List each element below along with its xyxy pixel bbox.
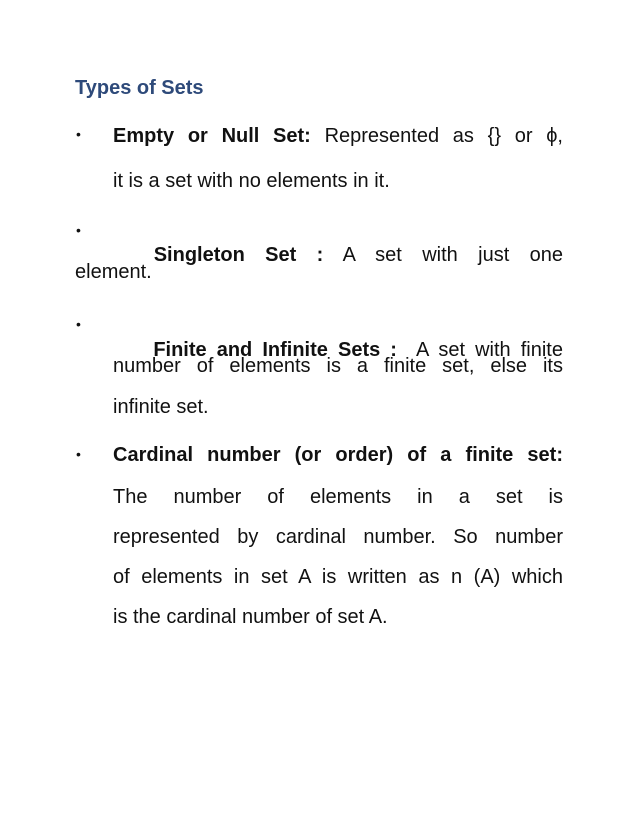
- bullet-icon: •: [76, 126, 81, 142]
- term-description: A set with finite: [396, 339, 563, 361]
- bullet-icon: •: [76, 446, 81, 462]
- list-item-line: The number of elements in a set is: [113, 486, 563, 508]
- term-label: Cardinal number (or order) of a finite set:: [113, 444, 563, 466]
- list-item-line: number of elements is a finite set, else its: [113, 355, 563, 377]
- list-item-line: of elements in set A is written as n (A) which: [113, 566, 563, 588]
- term-label: Finite and Infinite Sets :: [153, 339, 397, 361]
- term-label: Singleton Set :: [153, 244, 324, 266]
- bullet-icon: •: [76, 316, 81, 332]
- list-item-line: is the cardinal number of set A.: [113, 606, 388, 628]
- page-title: Types of Sets: [75, 77, 204, 99]
- term-description: A set with just one: [323, 244, 563, 266]
- term-label: Empty or Null Set:: [113, 125, 311, 147]
- term-description: Represented as {} or ϕ,: [310, 125, 563, 147]
- list-item-line: it is a set with no elements in it.: [113, 170, 390, 192]
- list-item-line: infinite set.: [113, 396, 209, 418]
- list-item-line: [113, 443, 563, 467]
- list-item-line: [113, 124, 563, 148]
- list-item-line: represented by cardinal number. So number: [113, 526, 563, 548]
- bullet-icon: •: [76, 222, 81, 238]
- list-item-line: element.: [75, 261, 152, 283]
